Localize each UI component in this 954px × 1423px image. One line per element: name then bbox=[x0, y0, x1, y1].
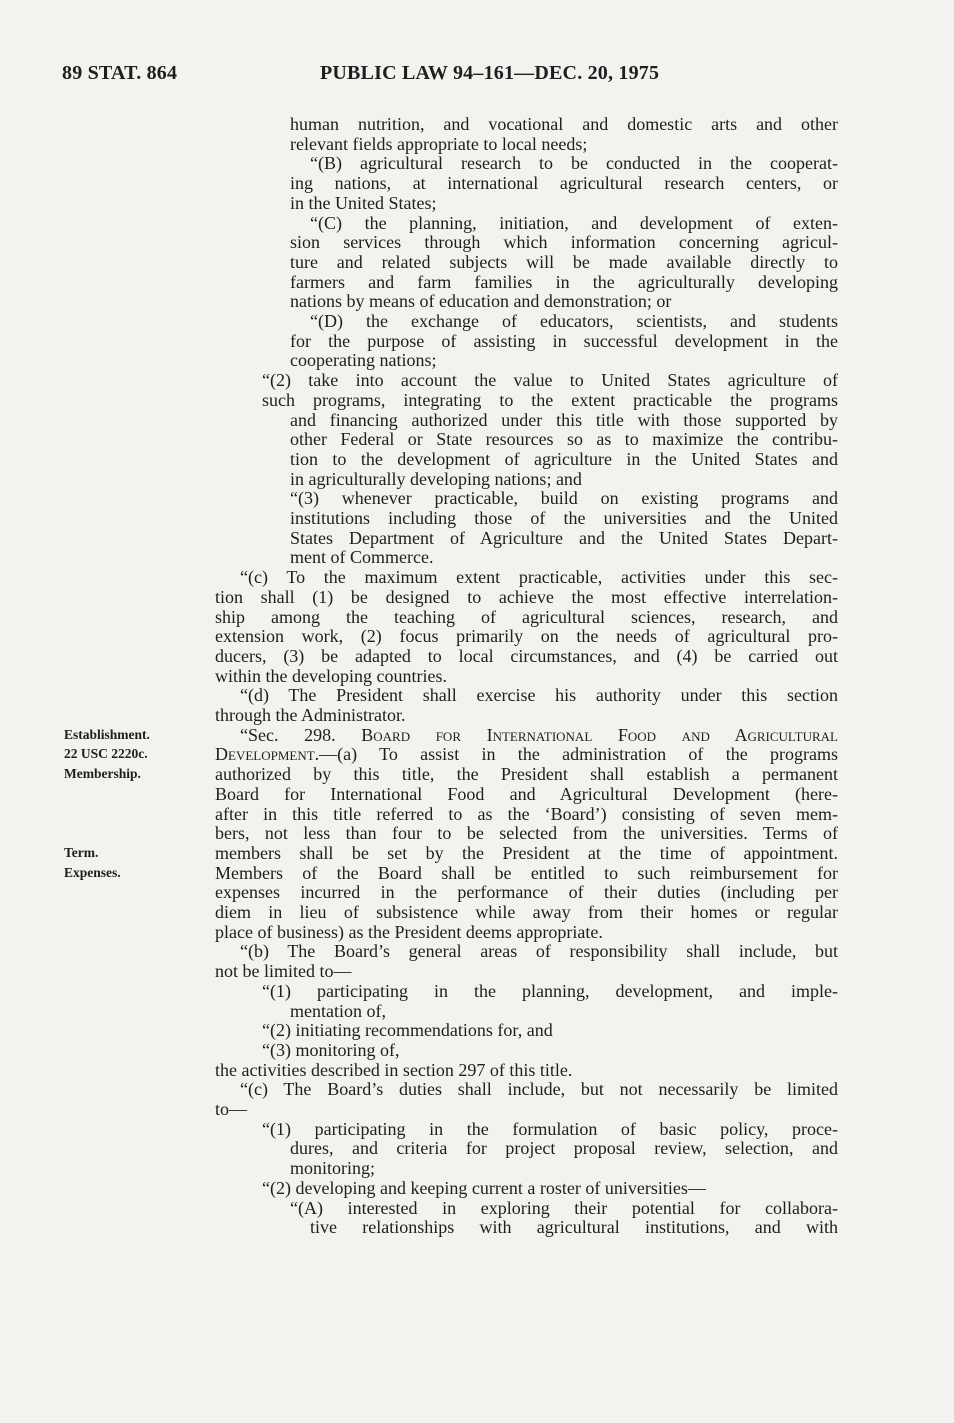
text-line: “(A) interested in exploring their potential for collabora- bbox=[290, 1197, 838, 1218]
text-line: after in this title referred to as the ‘Board’) consisting of seven mem- bbox=[215, 803, 838, 824]
text-line: human nutrition, and vocational and domestic arts and other bbox=[290, 114, 838, 134]
margin-note: Membership. bbox=[64, 766, 141, 782]
text-line: “(C) the planning, initiation, and development of exten- bbox=[310, 212, 838, 233]
text-line: members shall be set by the President at the time of appointment. bbox=[215, 842, 838, 863]
text-line: Board for International Food and Agricultural Development (here- bbox=[215, 783, 838, 804]
text-line: bers, not less than four to be selected from the universities. Terms of bbox=[215, 823, 838, 844]
text-line: ship among the teaching of agricultural sciences, research, and bbox=[215, 606, 838, 627]
text-line: in the United States; bbox=[290, 192, 437, 213]
text-line: “(2) take into account the value to United States agriculture of bbox=[262, 370, 838, 391]
text-line: the activities described in section 297 of this title. bbox=[215, 1059, 573, 1080]
text-line: “(1) participating in the planning, development, and imple- bbox=[262, 980, 838, 1001]
text-line: farmers and farm families in the agriculturally developing bbox=[290, 271, 838, 292]
text-line: tion to the development of agriculture in the United States and bbox=[290, 448, 838, 469]
text-line: “(2) developing and keeping current a roster of universities— bbox=[262, 1177, 706, 1198]
text-line: “(2) initiating recommendations for, and bbox=[262, 1020, 553, 1041]
text-line: “(B) agricultural research to be conducted in the cooperat- bbox=[310, 153, 838, 174]
text-line: States Department of Agriculture and the United States Depart- bbox=[290, 527, 838, 548]
text-line: “(D) the exchange of educators, scientists, and students bbox=[310, 311, 838, 331]
text-line: place of business) as the President deems appropriate. bbox=[215, 921, 603, 942]
text-line: in agriculturally developing nations; and bbox=[290, 468, 582, 489]
text-line: “(b) The Board’s general areas of responsibility shall include, but bbox=[240, 941, 838, 962]
text-line: relevant fields appropriate to local needs; bbox=[290, 133, 588, 154]
text-line: within the developing countries. bbox=[215, 665, 447, 686]
text-line: for the purpose of assisting in successful development in the bbox=[290, 330, 838, 351]
text-line: authorized by this title, the President shall establish a permanent bbox=[215, 764, 838, 785]
margin-note: Term. bbox=[64, 844, 99, 860]
text-line: cooperating nations; bbox=[290, 350, 437, 371]
text-line: not be limited to— bbox=[215, 961, 352, 982]
running-header-title: PUBLIC LAW 94–161—DEC. 20, 1975 bbox=[320, 62, 660, 84]
text-line: other Federal or State resources so as to maximize the contribu- bbox=[290, 429, 838, 450]
margin-note: Establishment. bbox=[64, 726, 150, 742]
text-line: tive relationships with agricultural institutions, and with bbox=[310, 1217, 838, 1238]
text-line: ture and related subjects will be made available directly to bbox=[290, 251, 838, 272]
text-line: Members of the Board shall be entitled to such reimbursement for bbox=[215, 862, 838, 883]
text-line: institutions including those of the universities and the United bbox=[290, 508, 838, 528]
text-line: diem in lieu of subsistence while away from their homes or regular bbox=[215, 902, 838, 922]
text-line: ing nations, at international agricultural research centers, or bbox=[290, 173, 838, 194]
text-line: monitoring; bbox=[290, 1158, 375, 1179]
text-line: nations by means of education and demonstration; or bbox=[290, 291, 672, 312]
text-line: ment of Commerce. bbox=[290, 547, 434, 568]
text-line: “(3) monitoring of, bbox=[262, 1039, 400, 1060]
text-line: “(c) The Board’s duties shall include, but not necessarily be limited bbox=[240, 1079, 838, 1100]
text-line: mentation of, bbox=[290, 1000, 386, 1021]
margin-note: Expenses. bbox=[64, 864, 121, 880]
text-line: ducers, (3) be adapted to local circumstances, and (4) be carried out bbox=[215, 645, 838, 666]
text-line: “(c) To the maximum extent practicable, activities under this sec- bbox=[240, 567, 838, 588]
margin-note: 22 USC 2220c. bbox=[64, 746, 148, 762]
text-line: extension work, (2) focus primarily on the needs of agricultural pro- bbox=[215, 626, 838, 647]
text-line: and financing authorized under this title with those supported by bbox=[290, 409, 838, 430]
text-line: dures, and criteria for project proposal review, selection, and bbox=[290, 1138, 838, 1159]
text-line: “(1) participating in the formulation of basic policy, proce- bbox=[262, 1118, 838, 1139]
text-line: through the Administrator. bbox=[215, 705, 406, 725]
text-line: expenses incurred in the performance of their duties (including per bbox=[215, 882, 838, 903]
text-line: Development.—(a) To assist in the administration of the programs bbox=[215, 744, 838, 765]
text-line: sion services through which information concerning agricul- bbox=[290, 232, 838, 253]
text-line: “(d) The President shall exercise his authority under this section bbox=[240, 685, 838, 706]
page-number-stat: 89 STAT. 864 bbox=[62, 62, 178, 84]
text-line: “Sec. 298. Board for International Food and Agricultural bbox=[240, 724, 838, 745]
text-line: such programs, integrating to the extent practicable the programs bbox=[262, 389, 838, 410]
text-line: “(3) whenever practicable, build on existing programs and bbox=[290, 488, 838, 509]
text-line: to— bbox=[215, 1099, 248, 1119]
text-line: tion shall (1) be designed to achieve the most effective interrelation- bbox=[215, 586, 838, 607]
